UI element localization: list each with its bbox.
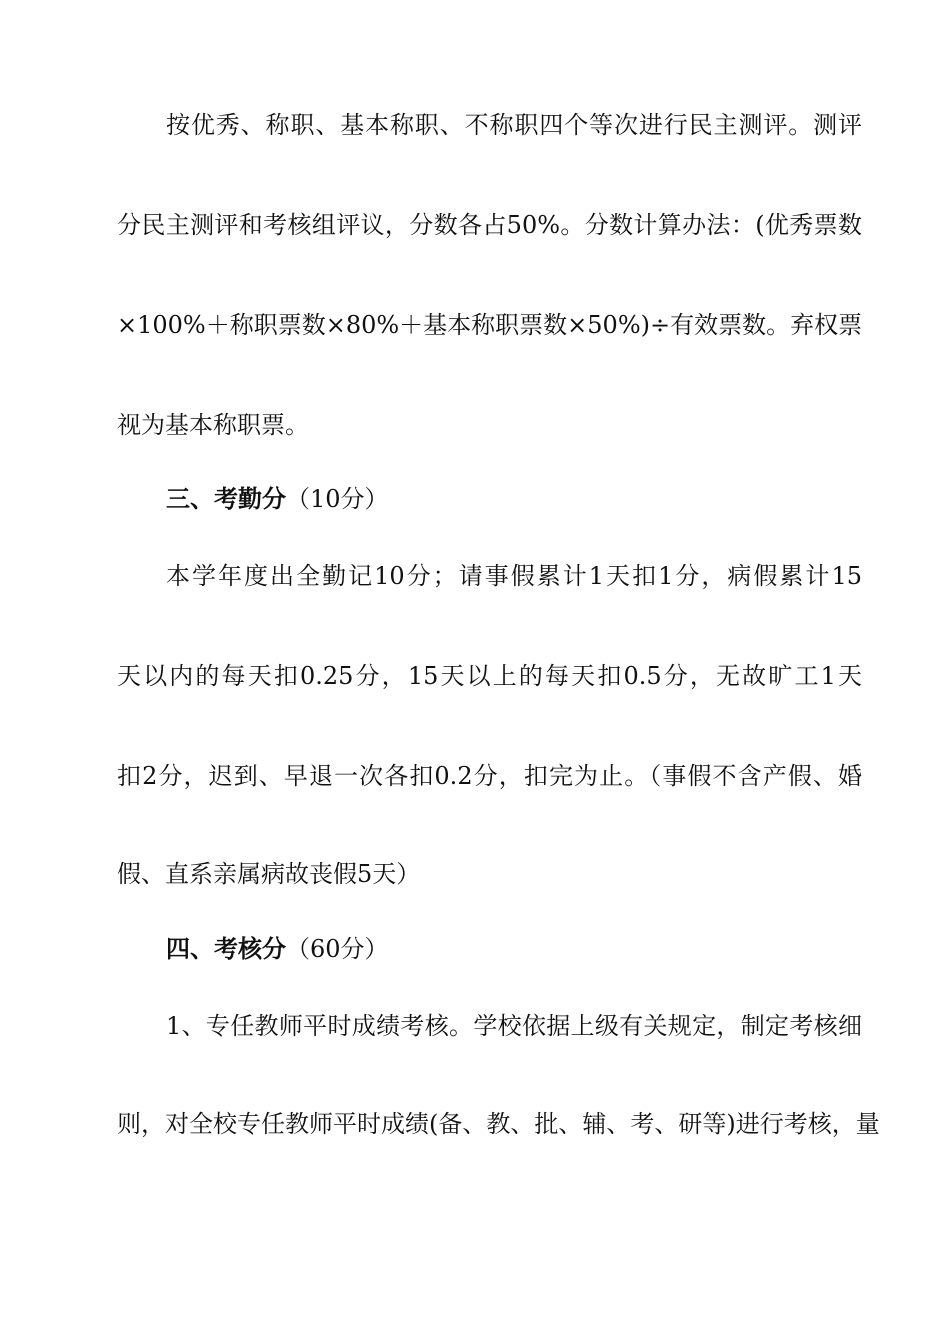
section-title: 四、考核分 (166, 934, 286, 963)
section-title: 三、考勤分 (166, 484, 286, 513)
paragraph-line: ×100%＋称职票数×80%＋基本称职票数×50%)÷有效票数。弃权票 (117, 311, 863, 339)
paragraph-line: 本学年度出全勤记10分；请事假累计1天扣1分，病假累计15 (166, 562, 862, 590)
section-points: （10分） (286, 485, 389, 513)
section-heading-assessment (166, 933, 389, 965)
paragraph-line: 1、专任教师平时成绩考核。学校依据上级有关规定，制定考核细 (166, 1012, 862, 1040)
paragraph-line: 按优秀、称职、基本称职、不称职四个等次进行民主测评。测评 (166, 111, 862, 139)
paragraph-line: 分民主测评和考核组评议，分数各占50%。分数计算办法：(优秀票数 (117, 211, 862, 239)
paragraph-line: 视为基本称职票。 (117, 411, 309, 439)
paragraph-line: 假、直系亲属病故丧假5天） (117, 860, 421, 888)
section-heading-attendance (166, 483, 389, 515)
paragraph-line: 天以内的每天扣0.25分，15天以上的每天扣0.5分，无故旷工1天 (117, 662, 862, 690)
paragraph-line: 扣2分，迟到、早退一次各扣0.2分，扣完为止。（事假不含产假、婚 (117, 762, 862, 790)
section-points: （60分） (286, 935, 389, 963)
paragraph-line: 则，对全校专任教师平时成绩(备、教、批、辅、考、研等)进行考核，量 (117, 1110, 880, 1138)
